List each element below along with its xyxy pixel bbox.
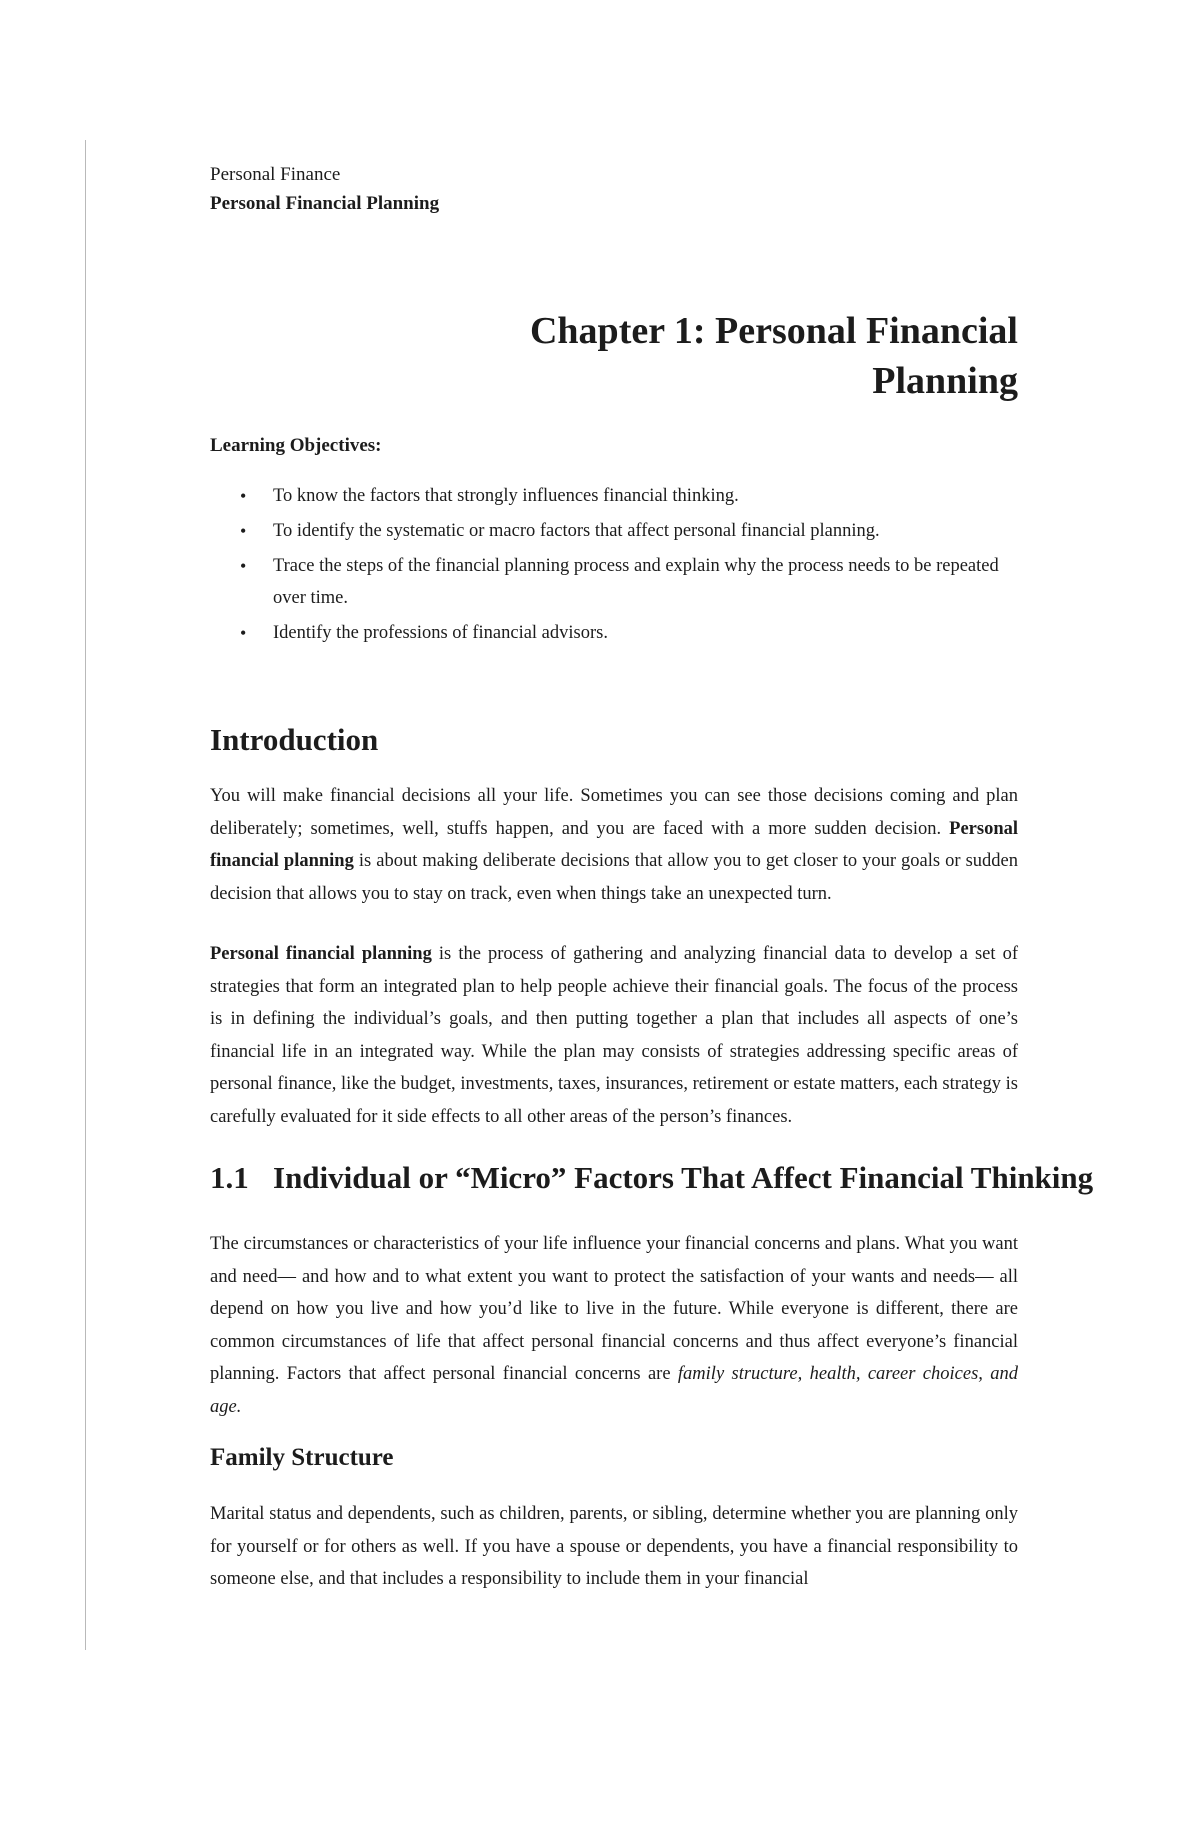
objective-item [210, 550, 1018, 614]
chapter-title: Chapter 1: Personal Financial Planning [529, 310, 1018, 402]
page-margin-rule [85, 140, 86, 1650]
learning-objectives-label: Learning Objectives: [210, 435, 382, 456]
section-number: 1.1 [210, 1160, 249, 1195]
objective-text: To know the factors that strongly influences financial thinking. [273, 486, 739, 506]
objective-text: Identify the professions of financial advisors. [273, 623, 608, 643]
topic-header: Personal Financial Planning [210, 193, 440, 214]
section-paragraph [210, 1228, 1018, 1423]
bullet-icon: • [240, 486, 247, 506]
bullet-icon: • [240, 623, 247, 643]
text-run: is the process of gathering and analyzing financial data to develop a set of strategies that form an integrated plan to help people achieve their financial goals. The focus of the process is in defining the individual’s goals, and then putting together a plan that includes all aspects of one’s financial life in an integrated way. While the plan may consists of strategies addressing specific areas of personal finance, like the budget, investments, taxes, insurances, retirement or estate matters, each strategy is carefully evaluated for it side effects to all other areas of the person’s finances. [210, 944, 1018, 1127]
text-run: You will make financial decisions all your life. Sometimes you can see those decisions coming and plan deliberately; sometimes, well, stuffs happen, and you are faced with a more sudden decision. [210, 786, 1018, 839]
learning-objectives-list [210, 480, 1018, 652]
objective-text: To identify the systematic or macro factors that affect personal financial planning. [273, 521, 880, 541]
objective-item [210, 515, 1018, 547]
family-structure-paragraph: Marital status and dependents, such as children, parents, or sibling, determine whether you are planning only for yourself or for others as well. If you have a spouse or dependents, you have a financial responsibility to someone else, and that includes a responsibility to include them in your financial [210, 1504, 1018, 1589]
bullet-icon: • [240, 521, 247, 541]
introduction-paragraph-1 [210, 780, 1018, 910]
italic-run: family structure, health, career choices, and age. [210, 1364, 1019, 1417]
introduction-paragraph-2 [210, 938, 1018, 1133]
objective-item [210, 480, 1018, 512]
bold-term: Personal financial planning [210, 944, 432, 964]
text-run: The circumstances or characteristics of your life influence your financial concerns and plans. What you want and need— and how and to what extent you want to protect the satisfaction of your wants and needs— all depend on how you live and how you’d like to live in the future. While everyone is different, there are common circumstances of life that affect personal financial concerns and thus affect everyone’s financial planning. Factors that affect personal financial concerns are [210, 1234, 1018, 1384]
bold-term: Personal financial planning [210, 818, 1018, 871]
objective-text: Trace the steps of the financial planning process and explain why the process needs to be repeated over time. [273, 556, 999, 608]
section-heading [210, 1160, 1093, 1196]
introduction-heading: Introduction [210, 722, 379, 757]
text-run: is about making deliberate decisions that allow you to get closer to your goals or sudden decision that allows you to stay on track, even when things take an unexpected turn. [210, 851, 1018, 904]
course-header: Personal Finance [210, 164, 341, 185]
objective-item [210, 617, 1018, 649]
family-structure-heading: Family Structure [210, 1444, 394, 1471]
section-title: Individual or “Micro” Factors That Affect Financial Thinking [273, 1160, 1094, 1195]
bullet-icon: • [240, 556, 247, 576]
document-page [210, 160, 1094, 1589]
